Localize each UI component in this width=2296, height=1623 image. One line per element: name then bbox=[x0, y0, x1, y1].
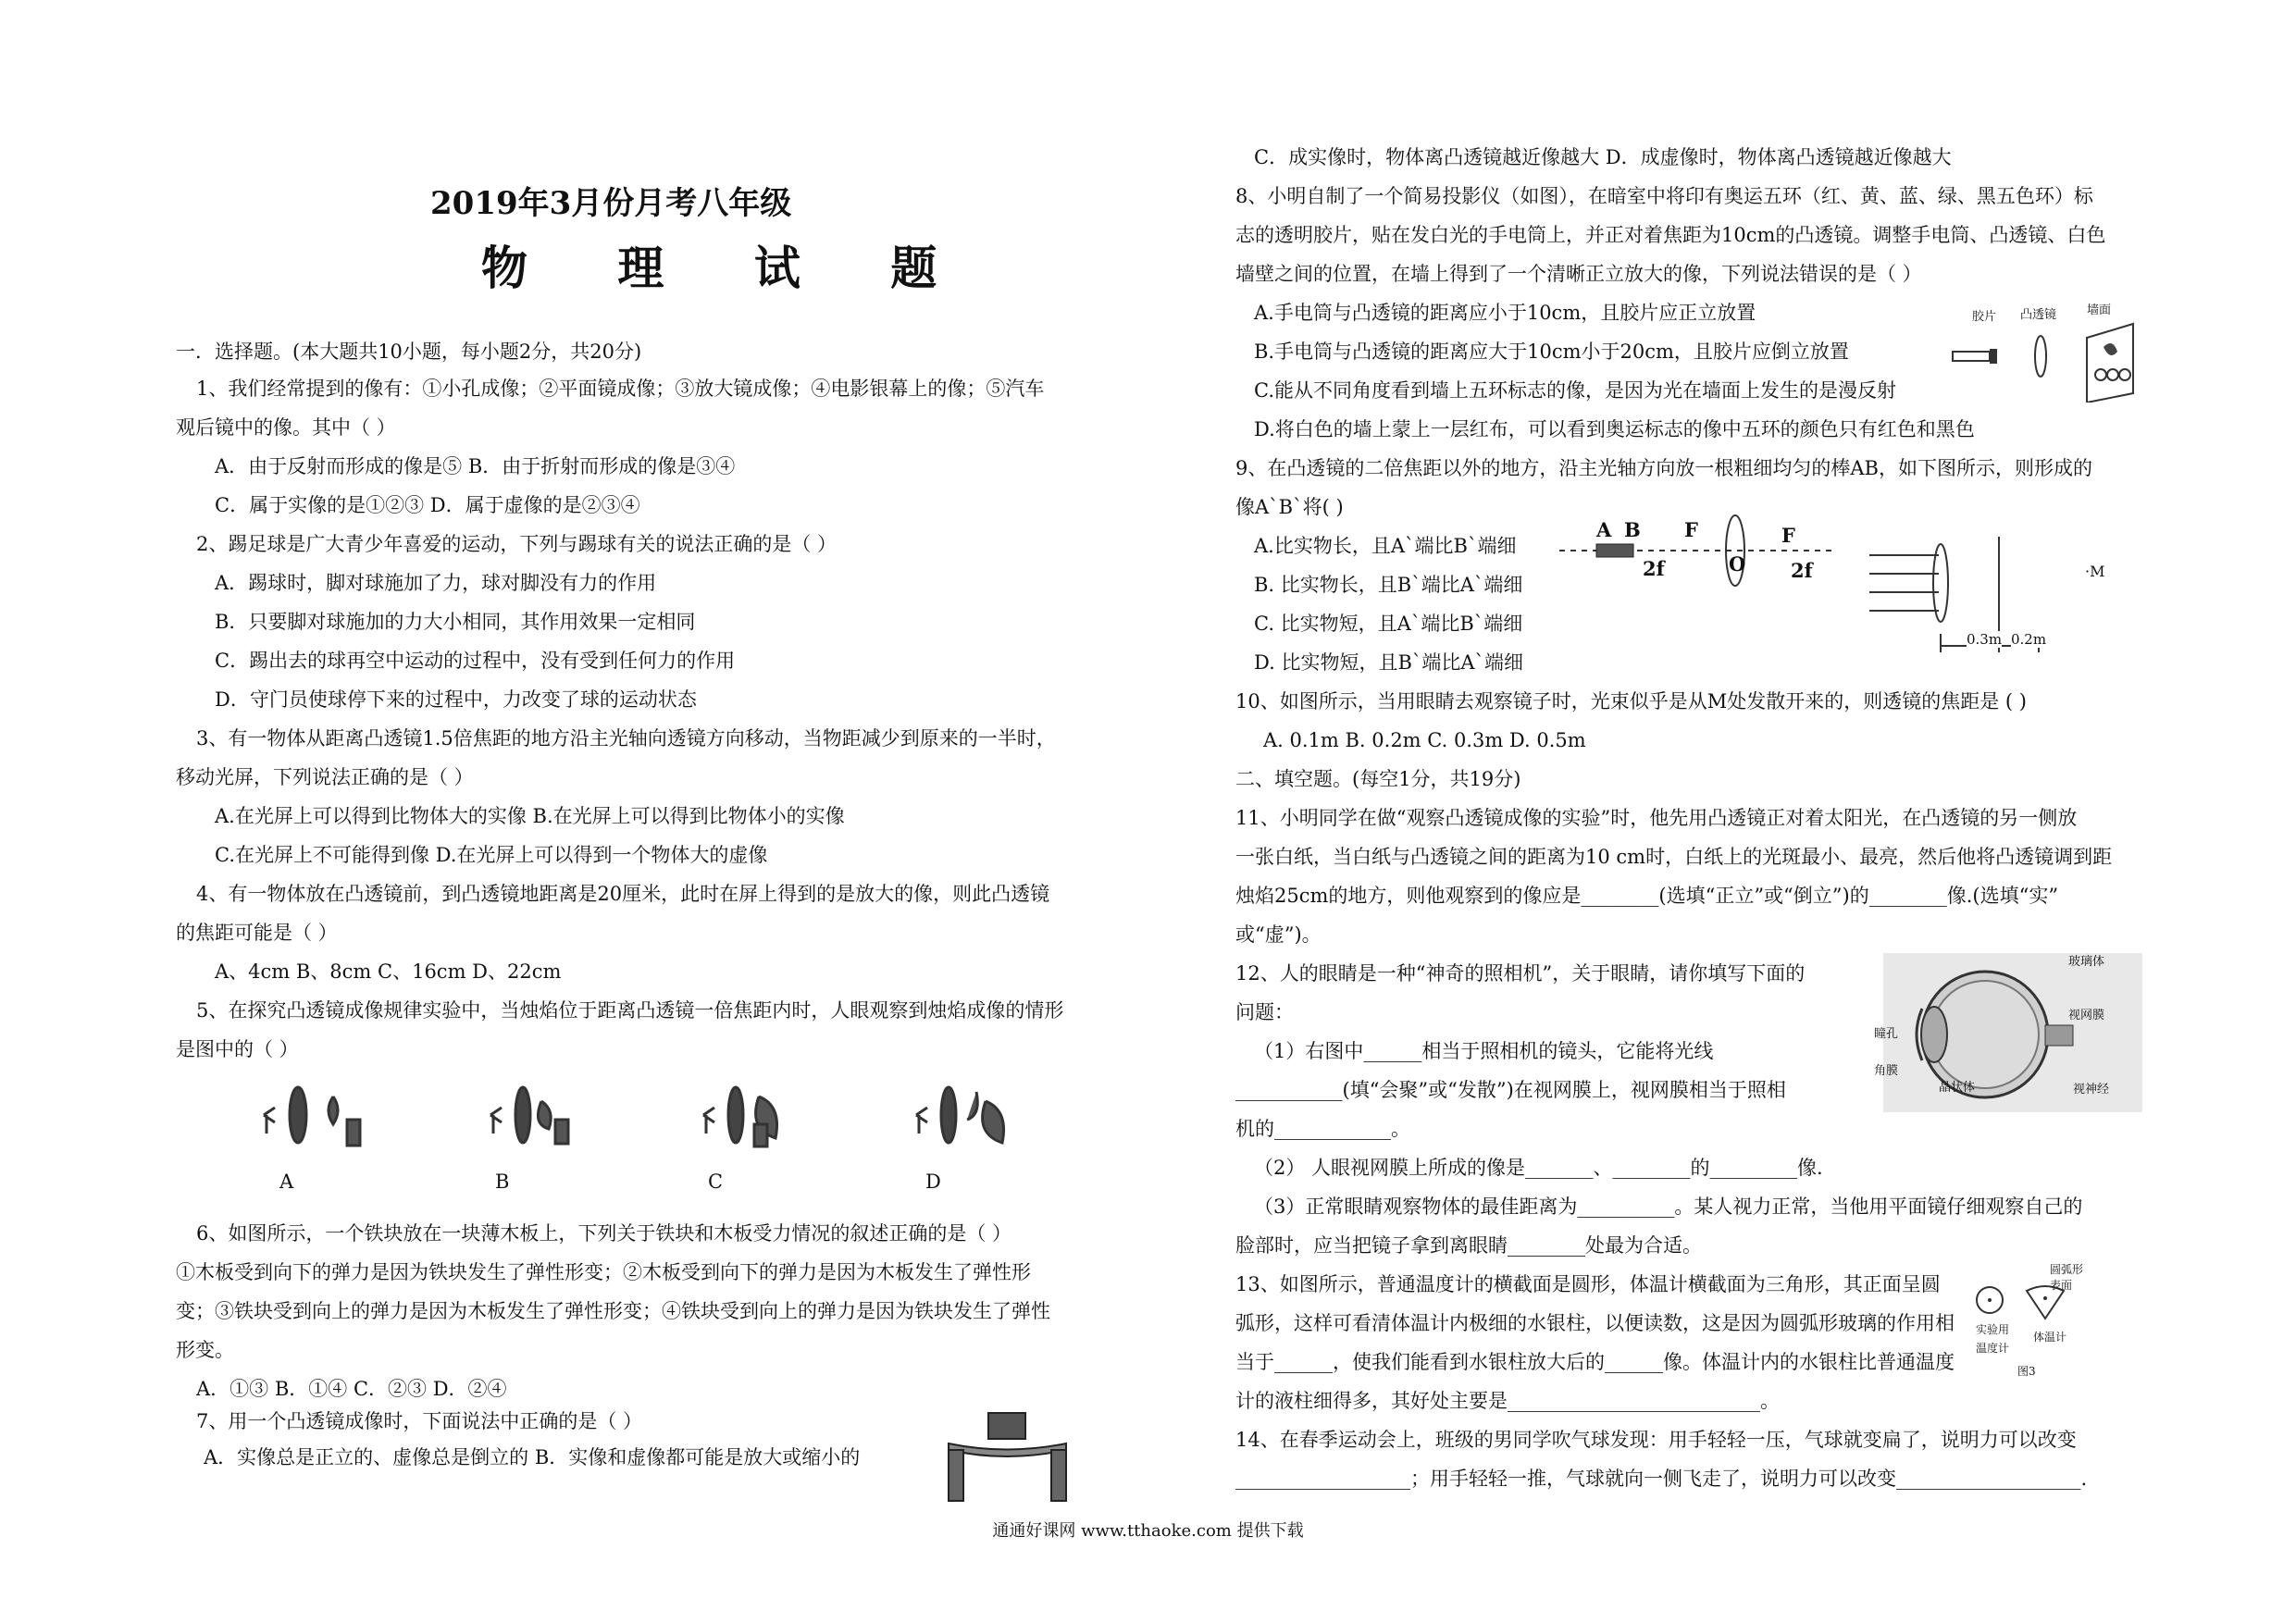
q3-line2: 移动光屏，下列说法正确的是（ ） bbox=[176, 766, 474, 788]
q8-line2: 志的透明胶片，贴在发白光的手电筒上，并正对着焦距为10cm的凸透镜。调整手电筒、凸透镜、白色 bbox=[1235, 224, 2106, 246]
q10-label-d2: 0.2m bbox=[2011, 631, 2047, 648]
section-1-heading: 一．选择题。(本大题共10小题，每小题2分，共20分) bbox=[176, 341, 642, 363]
q9-line1: 9、在凸透镜的二倍焦距以外的地方，沿主光轴方向放一根粗细均匀的棒AB，如下图所示，则形成的 bbox=[1235, 457, 2092, 479]
q9-option-a: A.比实物长，且A`端比B`端细 bbox=[1254, 535, 1517, 557]
q12-label-optic-nerve: 视神经 bbox=[2073, 1083, 2110, 1096]
q12-label-vitreous: 玻璃体 bbox=[2068, 955, 2105, 969]
q5-label-d: D bbox=[925, 1171, 941, 1193]
q5-line2: 是图中的（ ） bbox=[176, 1038, 299, 1060]
q8-label-wall: 墙面 bbox=[2087, 304, 2112, 317]
q9-label-o: O bbox=[1729, 552, 1746, 576]
q2-option-d: D．守门员使球停下来的过程中，力改变了球的运动状态 bbox=[215, 688, 697, 711]
q5-label-b: B bbox=[495, 1171, 510, 1193]
q13-label-fig3: 图3 bbox=[2017, 1365, 2036, 1378]
q6-block-figure bbox=[944, 1411, 1074, 1504]
q5-label-a: A bbox=[279, 1171, 294, 1193]
q7-stem: 7、用一个凸透镜成像时，下面说法中正确的是（ ） bbox=[196, 1410, 643, 1432]
q4-line2: 的焦距可能是（ ） bbox=[176, 922, 338, 944]
q13-label-body-thermometer: 体温计 bbox=[2033, 1331, 2067, 1344]
q12-part2: （2） 人眼视网膜上所成的像是_______、________的_________像. bbox=[1254, 1157, 1823, 1179]
exam-subtitle: 物 理 试 题 bbox=[481, 241, 974, 295]
q12-part3-line1: （3）正常眼睛观察物体的最佳距离为__________。某人视力正常，当他用平面镜仔细观察自己的 bbox=[1254, 1196, 2083, 1218]
q5-label-c: C bbox=[708, 1171, 724, 1193]
q2-option-b: B．只要脚对球施加的力大小相同，其作用效果一定相同 bbox=[215, 611, 696, 633]
q12-part1-line2: ___________(填“会聚”或“发散”)在视网膜上，视网膜相当于照相 bbox=[1235, 1079, 1786, 1101]
q2-option-c: C．踢出去的球再空中运动的过程中，没有受到任何力的作用 bbox=[215, 650, 736, 672]
q6-options: A．①③ B．①④ C．②③ D．②④ bbox=[196, 1378, 507, 1400]
q9-label-a: A bbox=[1596, 518, 1612, 541]
q9-label-f1: F bbox=[1684, 518, 1698, 541]
page-footer: 通通好课网 www.tthaoke.com 提供下载 bbox=[992, 1521, 1304, 1541]
q8-line1: 8、小明自制了一个简易投影仪（如图），在暗室中将印有奥运五环（红、黄、蓝、绿、黑五色环）标 bbox=[1235, 185, 2093, 207]
q13-label-surface: 表面 bbox=[2050, 1279, 2073, 1292]
q12-line2: 问题： bbox=[1235, 1001, 1294, 1023]
q13-line4: 计的液柱细得多，其好处主要是__________________________。 bbox=[1235, 1390, 1780, 1412]
exam-title: 2019年3月份月考八年级 bbox=[430, 185, 792, 222]
q1-options-ab: A．由于反射而形成的像是⑤ B．由于折射而形成的像是③④ bbox=[215, 455, 736, 477]
q11-line3: 烛焰25cm的地方，则他观察到的像应是________(选填“正立”或“倒立”)的________像.(选填“实” bbox=[1235, 885, 2059, 907]
q13-label-lab: 实验用 bbox=[1976, 1323, 2010, 1336]
q5-candle-figures bbox=[213, 1073, 1027, 1194]
q1-line1: 1、我们经常提到的像有：①小孔成像；②平面镜成像；③放大镜成像；④电影银幕上的像；⑤汽车 bbox=[196, 378, 1045, 400]
q9-label-2f-left: 2f bbox=[1643, 557, 1665, 580]
q6-line2: ①木板受到向下的弹力是因为铁块发生了弹性形变；②木板受到向下的弹力是因为木板发生了弹性形 bbox=[176, 1261, 1031, 1283]
q7-options-cd: C．成实像时，物体离凸透镜越近像越大 D．成虚像时，物体离凸透镜越近像越大 bbox=[1254, 146, 1952, 168]
q9-label-f2: F bbox=[1781, 524, 1795, 547]
q10-stem: 10、如图所示，当用眼睛去观察镜子时，光束似乎是从M处发散开来的，则透镜的焦距是 ( ) bbox=[1235, 690, 2027, 712]
q8-label-film: 胶片 bbox=[1972, 310, 1997, 324]
q8-line3: 墙壁之间的位置，在墙上得到了一个清晰正立放大的像，下列说法错误的是（ ） bbox=[1235, 263, 1922, 285]
q8-projector-figure bbox=[1948, 310, 2161, 403]
q12-part1-line1: （1）右图中______相当于照相机的镜头，它能将光线 bbox=[1254, 1040, 1714, 1062]
q11-line1: 11、小明同学在做“观察凸透镜成像的实验”时，他先用凸透镜正对着太阳光，在凸透镜的另一侧放 bbox=[1235, 807, 2078, 829]
q12-label-cornea: 角膜 bbox=[1874, 1064, 1899, 1078]
q2-stem: 2、踢足球是广大青少年喜爱的运动，下列与踢球有关的说法正确的是（ ） bbox=[196, 533, 838, 555]
q7-options-ab: A．实像总是正立的、虚像总是倒立的 B．实像和虚像都可能是放大或缩小的 bbox=[204, 1446, 861, 1468]
q3-options-ab: A.在光屏上可以得到比物体大的实像 B.在光屏上可以得到比物体小的实像 bbox=[215, 805, 845, 827]
q12-part1-line3: 机的____________。 bbox=[1235, 1118, 1410, 1140]
q13-line2: 弧形，这样可看清体温计内极细的水银柱，以便读数，这是因为圆弧形玻璃的作用相 bbox=[1235, 1312, 1955, 1334]
q9-option-b: B. 比实物长，且B`端比A`端细 bbox=[1254, 574, 1523, 596]
q6-stem: 6、如图所示，一个铁块放在一块薄木板上，下列关于铁块和木板受力情况的叙述正确的是（ ） bbox=[196, 1222, 1012, 1245]
q8-label-lens: 凸透镜 bbox=[2020, 308, 2057, 322]
q8-option-b: B.手电筒与凸透镜的距离应大于10cm小于20cm，且胶片应倒立放置 bbox=[1254, 341, 1849, 363]
q13-label-thermometer: 温度计 bbox=[1976, 1342, 2010, 1355]
q9-option-c: C. 比实物短，且A`端比B`端细 bbox=[1254, 613, 1523, 635]
q9-option-d: D. 比实物短，且B`端比A`端细 bbox=[1254, 651, 1524, 674]
q12-part3-line2: 脸部时，应当把镜子拿到离眼睛________处最为合适。 bbox=[1235, 1234, 1702, 1257]
section-2-heading: 二、填空题。(每空1分，共19分) bbox=[1235, 768, 1521, 790]
q9-label-b: B bbox=[1624, 518, 1641, 541]
q1-options-cd: C．属于实像的是①②③ D．属于虚像的是②③④ bbox=[215, 494, 640, 516]
q11-line4: 或“虚”)。 bbox=[1235, 923, 1322, 946]
q13-thermometer-figure bbox=[1971, 1263, 2101, 1374]
q11-line2: 一张白纸，当白纸与凸透镜之间的距离为10 cm时，白纸上的光斑最小、最亮，然后他将凸透镜调到距 bbox=[1235, 846, 2113, 868]
q10-label-m: ·M bbox=[2085, 563, 2105, 580]
q1-line2: 观后镜中的像。其中（ ） bbox=[176, 416, 396, 439]
q12-label-retina: 视网膜 bbox=[2068, 1009, 2105, 1022]
q14-line1: 14、在春季运动会上，班级的男同学吹气球发现：用手轻轻一压，气球就变扁了，说明力可以改变 bbox=[1235, 1429, 2077, 1451]
q13-line3: 当于______，使我们能看到水银柱放大后的______像。体温计内的水银柱比普通温度 bbox=[1235, 1351, 1955, 1373]
q13-line1: 13、如图所示，普通温度计的横截面是圆形，体温计横截面为三角形，其正面呈圆 bbox=[1235, 1273, 1941, 1295]
q8-option-d: D.将白色的墙上蒙上一层红布，可以看到奥运标志的像中五环的颜色只有红色和黑色 bbox=[1254, 418, 1975, 440]
q12-line1: 12、人的眼睛是一种“神奇的照相机”，关于眼睛，请你填写下面的 bbox=[1235, 962, 1806, 985]
q14-line2: __________________；用手轻轻一推，气球就向一侧飞走了，说明力可以改变___________________. bbox=[1235, 1468, 2088, 1490]
q13-label-arc: 圆弧形 bbox=[2050, 1263, 2084, 1276]
q9-label-2f-right: 2f bbox=[1791, 559, 1813, 582]
q10-options: A. 0.1m B. 0.2m C. 0.3m D. 0.5m bbox=[1263, 729, 1586, 751]
q3-options-cd: C.在光屏上不可能得到像 D.在光屏上可以得到一个物体大的虚像 bbox=[215, 844, 768, 866]
q8-option-c: C.能从不同角度看到墙上五环标志的像，是因为光在墙面上发生的是漫反射 bbox=[1254, 379, 1896, 402]
q3-line1: 3、有一物体从距离凸透镜1.5倍焦距的地方沿主光轴向透镜方向移动，当物距减少到原来的一半时， bbox=[196, 727, 1056, 750]
q6-line4: 形变。 bbox=[176, 1339, 234, 1361]
q8-option-a: A.手电筒与凸透镜的距离应小于10cm，且胶片应正立放置 bbox=[1254, 302, 1756, 324]
q12-label-pupil: 瞳孔 bbox=[1874, 1027, 1899, 1041]
q10-label-d1: 0.3m bbox=[1967, 631, 2003, 648]
q9-line2: 像A`B`将( ) bbox=[1235, 496, 1344, 518]
q5-line1: 5、在探究凸透镜成像规律实验中，当烛焰位于距离凸透镜一倍焦距内时，人眼观察到烛焰成像的情形 bbox=[196, 999, 1064, 1022]
q4-line1: 4、有一物体放在凸透镜前，到凸透镜地距离是20厘米，此时在屏上得到的是放大的像，则此凸透镜 bbox=[196, 883, 1050, 905]
q6-line3: 变；③铁块受到向上的弹力是因为木板发生了弹性形变；④铁块受到向上的弹力是因为铁块发生了弹性 bbox=[176, 1300, 1050, 1322]
q4-options: A、4cm B、8cm C、16cm D、22cm bbox=[215, 960, 562, 983]
q12-label-lens: 晶状体 bbox=[1939, 1081, 1976, 1095]
q2-option-a: A．踢球时，脚对球施加了力，球对脚没有力的作用 bbox=[215, 572, 657, 594]
